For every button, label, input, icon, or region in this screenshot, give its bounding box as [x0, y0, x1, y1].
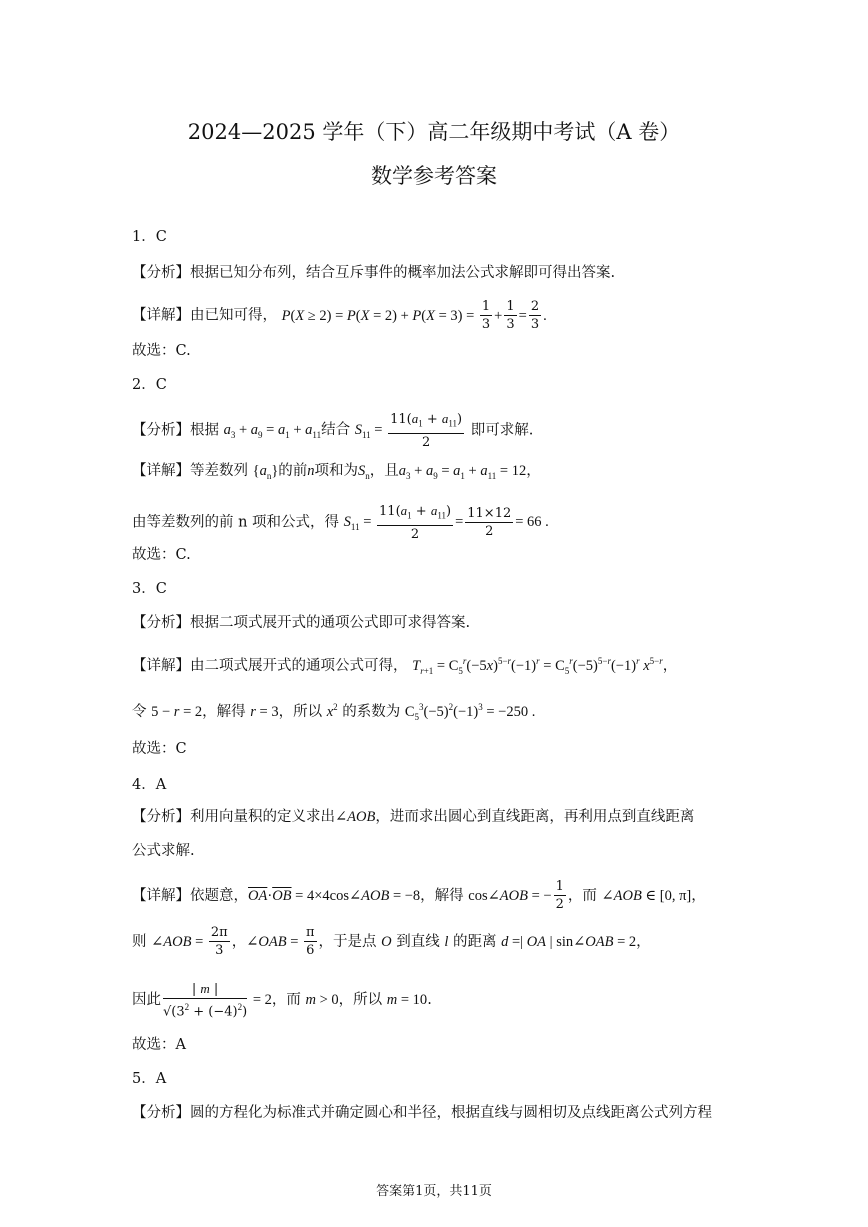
q4-analysis-line1	[132, 806, 694, 828]
q3-detail-line2	[132, 696, 535, 728]
q1-answer: 1．C	[132, 229, 167, 245]
q4-choice: 故选：A	[132, 1037, 186, 1053]
q4-detail-line2-text: 则 ∠AOB = $\frac{2\pi}{3}$ ，∠OAB = $\frac{\pi}{6}$ ，于是点 O 到直线 l 的距离 d =| OA | sin∠OAB = 2，	[132, 925, 651, 958]
q2-choice: 故选：C.	[132, 547, 191, 563]
q4-detail-line1	[132, 878, 706, 913]
q1-analysis: 【分析】根据已知分布列，结合互斥事件的概率加法公式求解即可得出答案.	[132, 265, 616, 281]
page-footer: 答案第1页，共11页	[376, 1184, 492, 1199]
q2-detail	[132, 460, 541, 487]
q2-detail-formula: $\{a_n\}$的前n项和为$S_n$，且$a_3 + a_9 = a_1 + a_{11} = 12$，	[252, 463, 541, 481]
q2-analysis-suffix: 即可求解.	[470, 422, 534, 439]
q2-analysis-prefix: 【分析】根据	[132, 422, 219, 439]
q5-answer: 5．A	[132, 1071, 167, 1087]
q2-detail-line2-prefix: 由等差数列的前 n 项和公式，得	[132, 514, 340, 531]
q2-detail-line2-formula: $S_{11}$ = $\frac{11(a_1 + a_{11})}{2}$ = $\frac{11\times 12}{2}$ = 66 .	[343, 503, 549, 542]
q3-choice: 故选：C	[132, 741, 187, 757]
q4-detail-line2	[132, 924, 651, 959]
q4-detail-line3	[132, 980, 432, 1020]
q3-analysis: 【分析】根据二项式展开式的通项公式即可求得答案.	[132, 615, 471, 631]
q2-analysis-formula: $a_3 + a_9 = a_1 + a_{11}$结合 $S_{11}$ = $\frac{11(a_1 + a_{11})}{2}$	[223, 411, 463, 450]
document-title: 2024—2025 学年（下）高二年级期中考试（A 卷）	[187, 120, 681, 144]
q4-analysis-line2: 公式求解.	[132, 843, 195, 859]
q4-detail-line1-text: 【详解】依题意，$\overline{OA}\cdot\overline{OB}$ = 4×4cos∠AOB = −8，解得 cos∠AOB = − $\frac{1}{2}$ ，而 ∠AOB ∈ [0, π]，	[132, 879, 706, 912]
q4-analysis-line1-text: 【分析】利用向量积的定义求出∠AOB，进而求出圆心到直线距离，再利用点到直线距离	[132, 809, 695, 825]
q3-answer: 3．C	[132, 581, 167, 597]
q2-detail-line2	[132, 502, 549, 543]
q3-detail-line2-text: 令 5 − r = 2，解得 r = 3，所以 $x^2$ 的系数为 $C_5^3(-5)^2(-1)^3 = -250$ .	[132, 702, 536, 722]
q2-analysis	[132, 410, 533, 451]
q3-detail	[132, 650, 677, 682]
q1-choice: 故选：C.	[132, 343, 191, 359]
document-subtitle: 数学参考答案	[371, 164, 497, 188]
q1-detail	[132, 298, 547, 333]
q2-detail-prefix: 【详解】等差数列	[132, 463, 248, 479]
q5-analysis: 【分析】圆的方程化为标准式并确定圆心和半径，根据直线与圆相切及点线距离公式列方程	[132, 1105, 712, 1121]
q3-detail-formula: $T_{r+1} = C_5^r(-5x)^{5-r}(-1)^r = C_5^r(-5)^{5-r}(-1)^r$ $x^{5-r}$，	[412, 656, 678, 676]
q4-answer: 4．A	[132, 777, 167, 793]
q3-detail-prefix: 【详解】由二项式展开式的通项公式可得，	[132, 657, 408, 674]
q4-detail-line3-text: 因此 $\frac{| m |}{√(3^2 + (-4)^2)}$ = 2，而 m > 0，所以 m = 10.	[132, 981, 432, 1020]
q1-detail-prefix: 【详解】由已知可得，	[132, 307, 277, 324]
q2-answer: 2．C	[132, 377, 167, 393]
q1-detail-formula: P(X ≥ 2) = P(X = 2) + P(X = 3) = $\frac{1}{3}$ + $\frac{1}{3}$ = $\frac{2}{3}$ .	[281, 299, 547, 332]
